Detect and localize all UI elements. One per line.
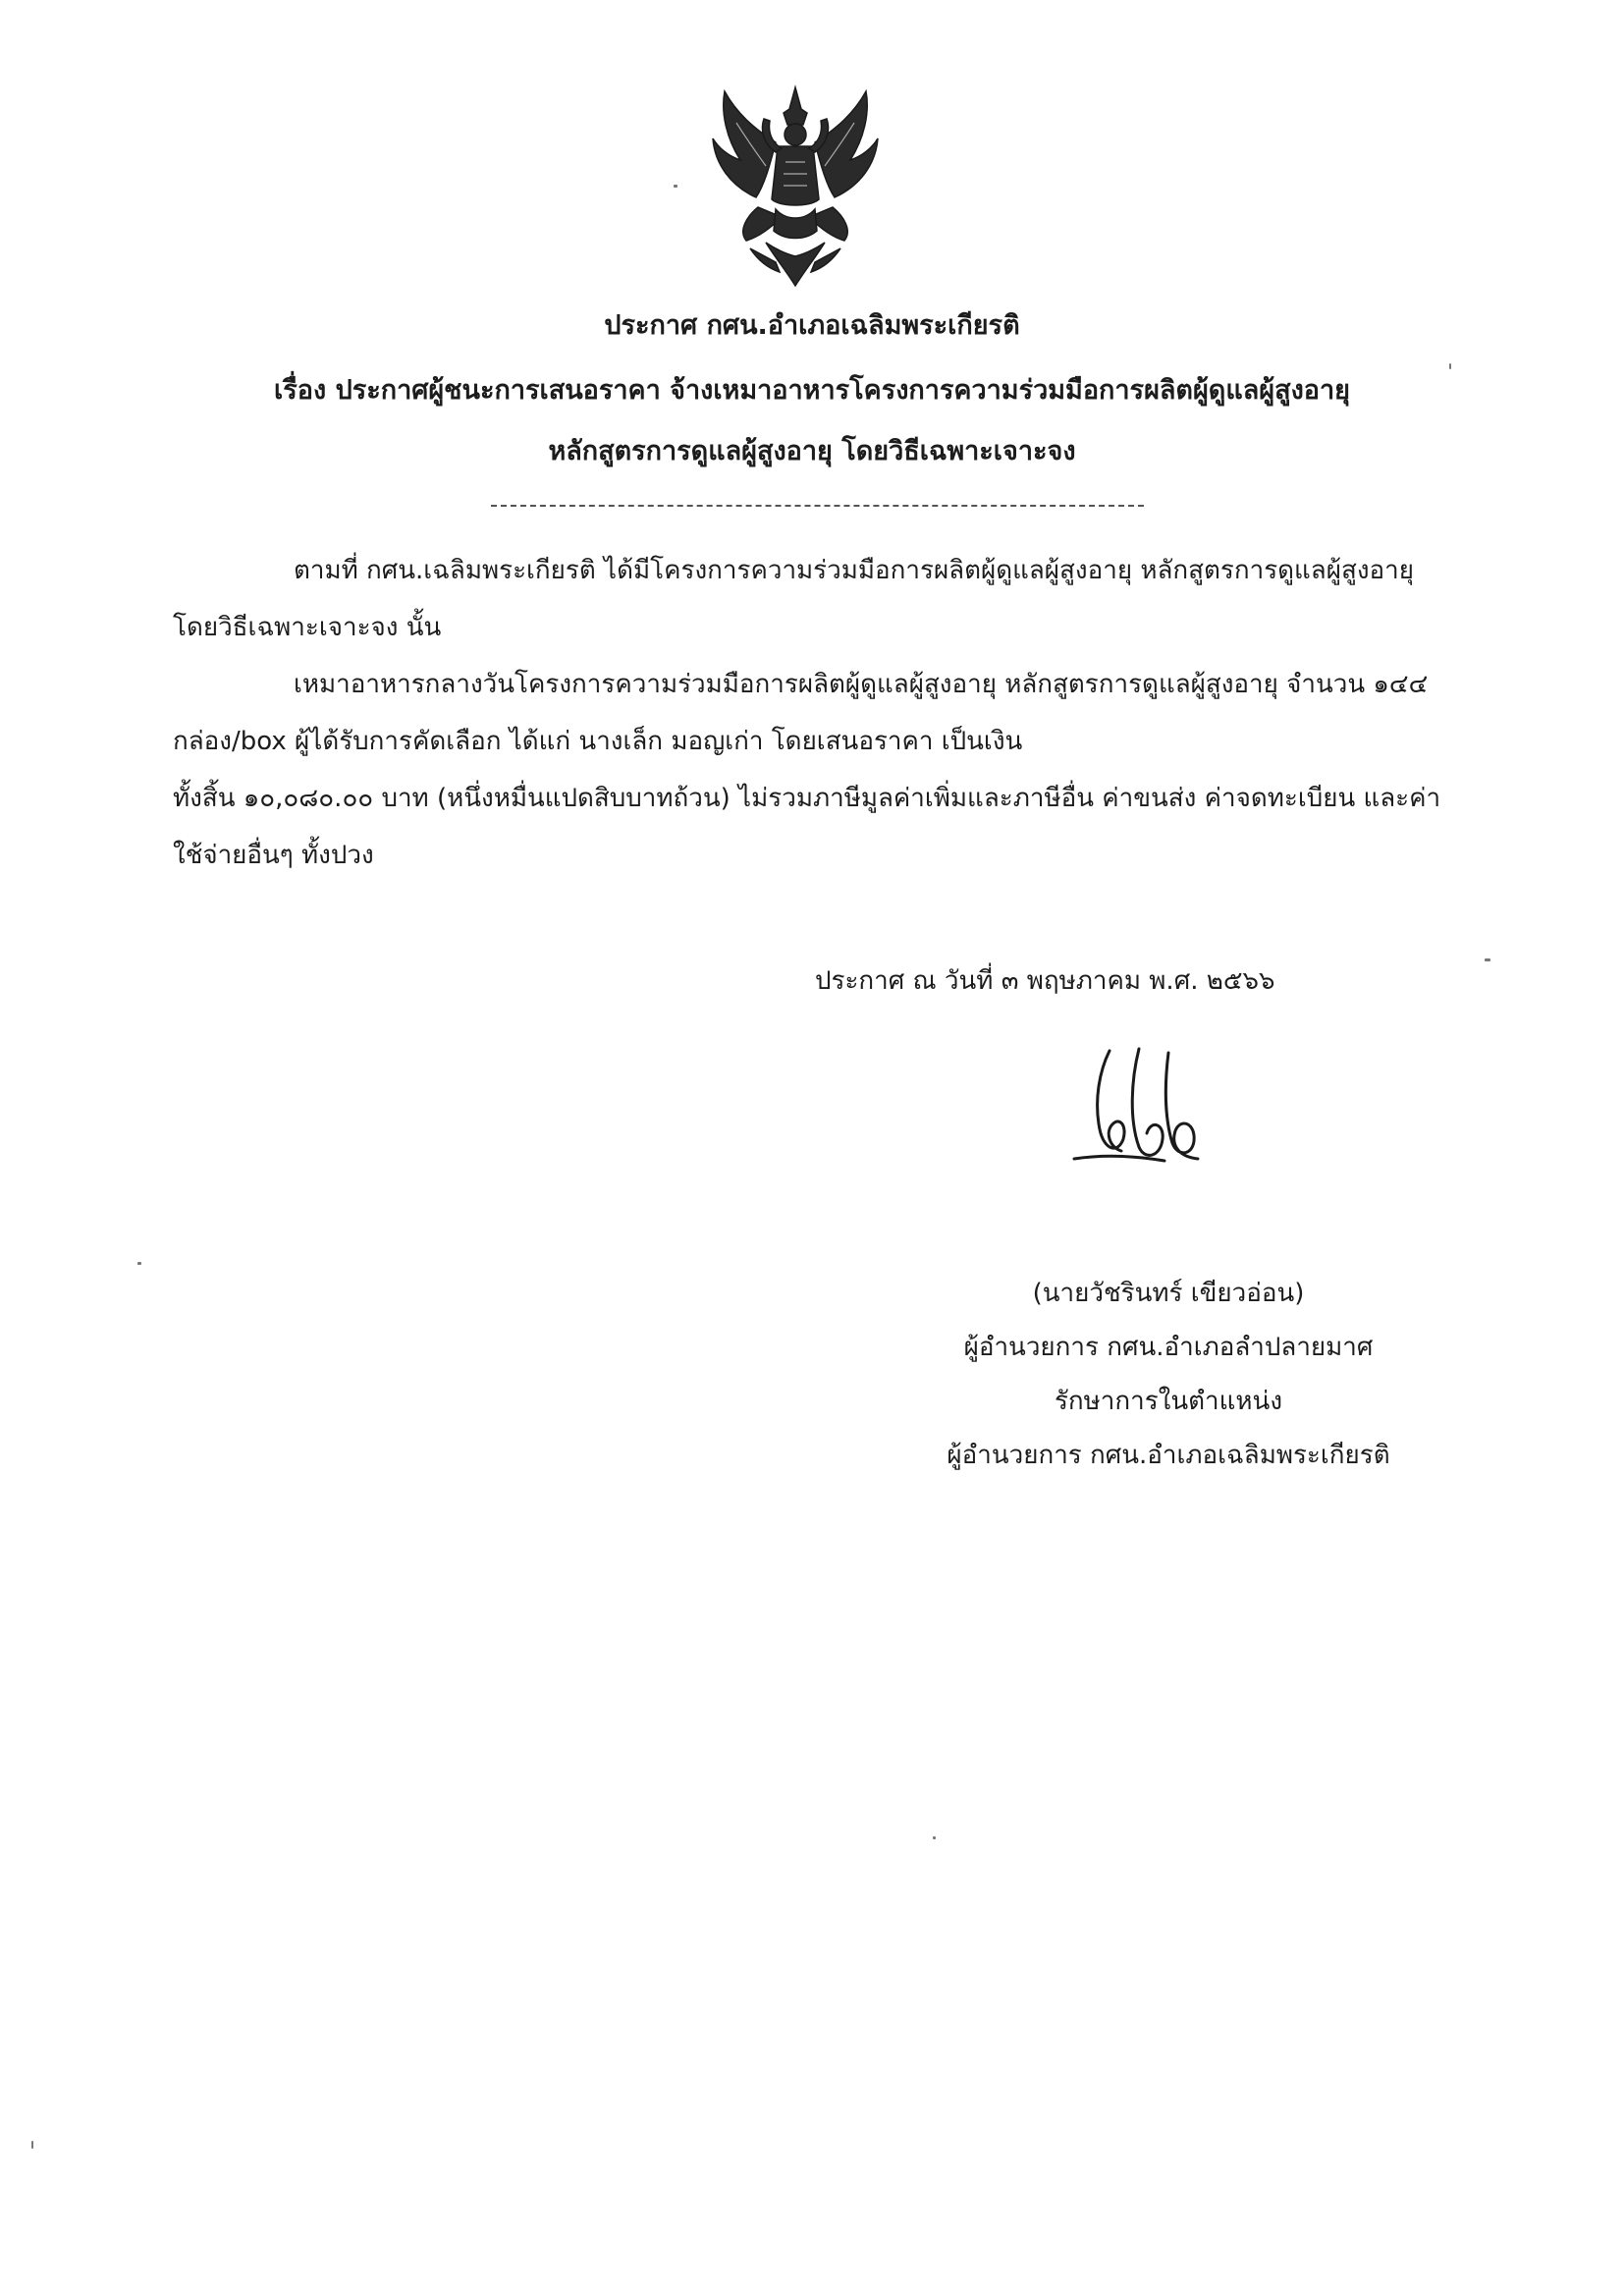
body-paragraph-2 <box>173 656 1454 884</box>
signatory-position-1: ผู้อำนวยการ กศน.อำเภอลำปลายมาศ <box>963 1333 1374 1362</box>
announcement-date: ประกาศ ณ วันที่ ๓ พฤษภาคม พ.ศ. ๒๕๖๖ <box>815 966 1275 996</box>
scan-speck <box>1449 363 1451 369</box>
dashed-divider <box>491 505 1144 507</box>
signatory-name: (นายวัชรินทร์ เขียวอ่อน) <box>1032 1279 1305 1308</box>
scan-speck <box>137 1262 141 1265</box>
scan-speck <box>674 185 677 188</box>
scan-speck <box>933 1836 936 1839</box>
signatory-position-2: รักษาการในตำแหน่ง <box>1054 1387 1283 1416</box>
scan-speck <box>31 2141 33 2149</box>
scan-speck <box>1485 958 1490 961</box>
body-paragraph-1: ตามที่ กศน.เฉลิมพระเกียรติ ได้มีโครงการความร่วมมือการผลิตผู้ดูแลผู้สูงอายุ หลักสูตรการดูแลผู้สูงอายุ โดยวิธีเฉพาะเจาะจง นั้น <box>173 556 1414 642</box>
handwritten-signature-icon <box>1070 1041 1227 1178</box>
signatory-position-3: ผู้อำนวยการ กศน.อำเภอเฉลิมพระเกียรติ <box>947 1441 1390 1470</box>
garuda-emblem-icon <box>707 83 884 290</box>
body-paragraph-2-line-1: เหมาอาหารกลางวันโครงการความร่วมมือการผลิตผู้ดูแลผู้สูงอายุ หลักสูตรการดูแลผู้สูงอายุ จำนวน ๑๔๔ กล่อง/box ผู้ได้รับการคัดเลือก ได้แก่ นางเล็ก มอญเก่า โดยเสนอราคา เป็นเงิน <box>173 670 1429 756</box>
signatory-block <box>884 1267 1453 1483</box>
body-paragraph-2-line-2: ทั้งสิ้น ๑๐,๐๘๐.๐๐ บาท (หนึ่งหมื่นแปดสิบบาทถ้วน) ไม่รวมภาษีมูลค่าเพิ่มและภาษีอื่น ค่าขนส่ง ค่าจดทะเบียน และค่าใช้จ่ายอื่นๆ ทั้งปวง <box>173 784 1441 870</box>
announcement-subject: เรื่อง ประกาศผู้ชนะการเสนอราคา จ้างเหมาอาหารโครงการความร่วมมือการผลิตผู้ดูแลผู้สูงอายุ <box>274 375 1350 406</box>
announcement-subject-continued: หลักสูตรการดูแลผู้สูงอายุ โดยวิธีเฉพาะเจาะจง <box>548 436 1076 466</box>
announcement-title: ประกาศ กศน.อำเภอเฉลิมพระเกียรติ <box>604 310 1020 341</box>
